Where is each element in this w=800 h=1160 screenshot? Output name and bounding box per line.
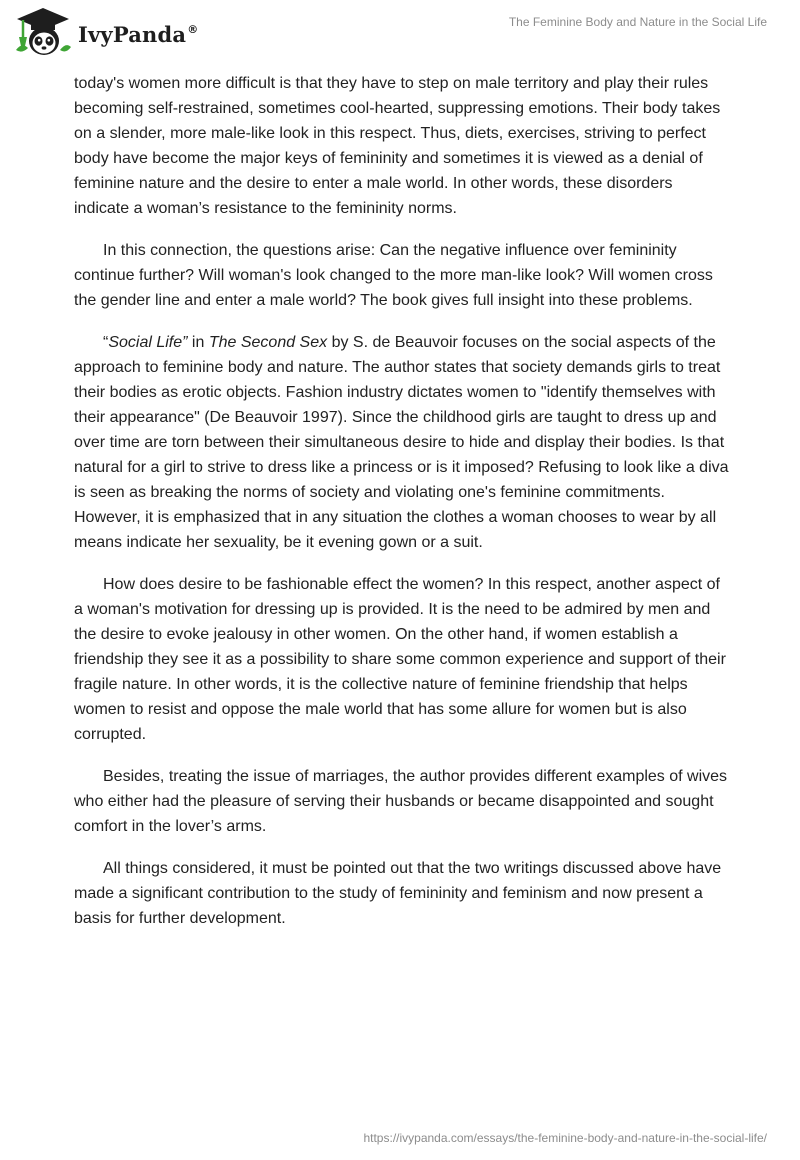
paragraph-3-body: by S. de Beauvoir focuses on the social aspects of the approach to feminine body and nature. The author states that society demands girls to treat their bodies as erotic objects. Fashion industry dictates women to "identify themselves with their appearance" (De Beauvoir 1997). Since the childhood girls are taught to dress up and over time are torn between their simultaneous desire to hide and display their bodies. Is that natural for a girl to strive to dress like a princess or is it imposed? Refusing to look like a diva is seen as breaking the norms of society and violating one's feminine commitments. However, it is emphasized that in any situation the clothes a woman chooses to wear by all means indicate her sexuality, be it evening gown or a suit. [74, 334, 729, 551]
paragraph-4: How does desire to be fashionable effect the women? In this respect, another aspect of a woman's motivation for dressing up is provided. It is the need to be admired by men and the desire to evoke jealousy in other women. On the other hand, if women establish a friendship they see it as a possibility to share some common experience and support of their fragile nature. In other words, it is the collective nature of feminine friendship that helps women to resist and oppose the male world that has some allure for women but is also corrupted. [74, 576, 726, 743]
source-url[interactable]: https://ivypanda.com/essays/the-feminine-body-and-nature-in-the-social-life/ [363, 1131, 767, 1145]
italic-title-social-life: Social Life” [108, 334, 188, 351]
paragraph-2: In this connection, the questions arise: Can the negative influence over femininity continue further? Will woman's look changed to the more man-like look? Will women cross the gender line and enter a male world? The book gives full insight into these problems. [74, 242, 713, 309]
paragraph-1: today's women more difficult is that they have to step on male territory and play their rules becoming self-restrained, sometimes cool-hearted, suppressing emotions. Their body takes on a slender, more male-like look in this respect. Thus, diets, exercises, striving to perfect body have become the major keys of femininity and sometimes it is viewed as a denial of feminine nature and the desire to enter a male world. In other words, these disorders indicate a woman’s resistance to the femininity norms. [74, 75, 721, 217]
logo-wordmark: IvyPanda® [78, 21, 199, 47]
ivypanda-logo[interactable] [14, 6, 198, 58]
paragraph-6: All things considered, it must be pointed out that the two writings discussed above have made a significant contribution to the study of femininity and feminism and now present a basis for further development. [74, 860, 722, 927]
connector-text: in [187, 334, 209, 351]
open-quote: “ [103, 334, 109, 351]
page-header [0, 0, 800, 68]
essay-body [74, 71, 730, 948]
italic-title-second-sex: The Second Sex [208, 334, 328, 351]
document-title: The Feminine Body and Nature in the Social Life [508, 15, 767, 29]
paragraph-3 [74, 330, 730, 555]
registered-mark: ® [187, 22, 199, 36]
paragraph-5: Besides, treating the issue of marriages, the author provides different examples of wives who either had the pleasure of serving their husbands or became disappointed and sought comfort in the lover’s arms. [74, 768, 728, 835]
panda-graduation-cap-icon [14, 6, 72, 58]
